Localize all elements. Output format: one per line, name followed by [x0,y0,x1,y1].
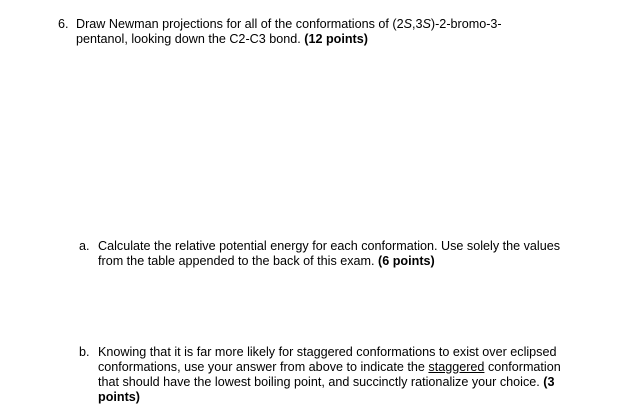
part-b-points: (3 points) [98,375,555,404]
part-a-prompt [98,239,568,269]
question-text-part1: Draw Newman projections for all of the conformations of (2 [76,17,404,31]
question-text-part2: )-2-bromo-3-pentanol, looking down the C2-C3 bond. [76,17,502,46]
part-b-text-part1: Knowing that it is far more likely for staggered conformations to exist over eclipsed conformations, use your answer from above to indicate the [98,345,557,374]
question-points: (12 points) [304,32,368,46]
part-a-label: a. [79,239,90,253]
part-a-text: Calculate the relative potential energy for each conformation. Use solely the values from the table appended to the back of this exam. [98,239,561,268]
part-b-underlined-word: staggered [428,360,485,374]
question-prompt [76,17,546,47]
question-number: 6. [58,17,69,31]
stereo-descriptor-1: S [403,17,412,31]
stereo-separator: ,3 [412,17,423,31]
part-a-points: (6 points) [378,254,435,268]
part-b-text-part2: conformation that should have the lowest boiling point, and succinctly rationalize your choice. [98,360,561,389]
part-b-prompt [98,345,568,405]
stereo-descriptor-2: S [422,17,431,31]
part-b-label: b. [79,345,90,359]
